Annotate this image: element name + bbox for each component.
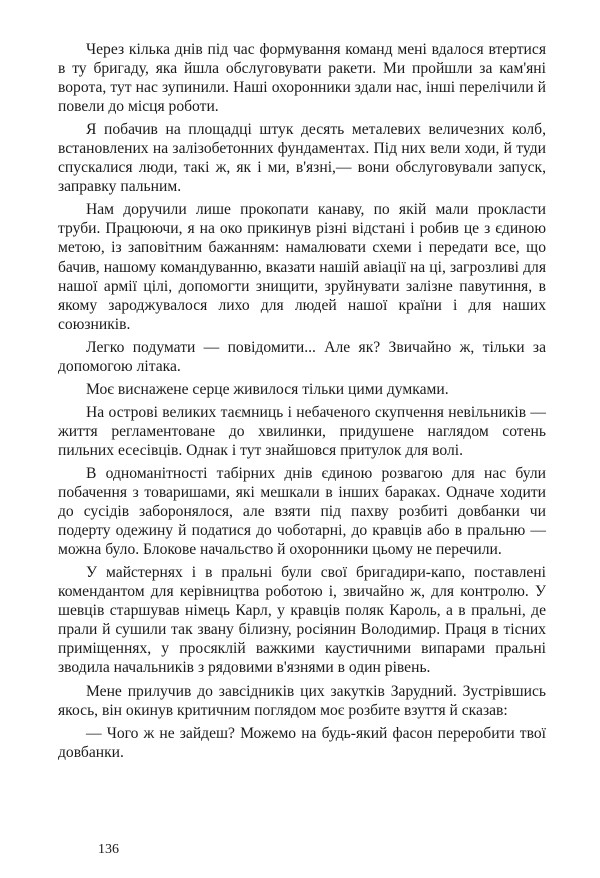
paragraph-2: Я побачив на площадці штук десять металевих величезних колб, встановлених на залізобетонних фундаментах. Під них вели ходи, й туди спускалися люди, такі ж, як і ми, в'язні,— вони обслуговували запуск, заправку пальним. — [58, 121, 546, 196]
paragraph-1: Через кілька днів під час формування команд мені вдалося втертися в ту бригаду, яка йшла обслуговувати ракети. Ми пройшли за кам'яні ворота, тут нас зупинили. Наші охоронники здали нас, інші перелічили й повели до місця роботи. — [58, 41, 546, 116]
paragraph-4: Легко подумати — повідомити... Але як? Звичайно ж, тільки за допомогою літака. — [58, 338, 546, 375]
paragraph-9: Мене прилучив до завсідників цих закутків Зарудний. Зустрівшись якось, він окинув критичним поглядом моє розбите взуття й сказав: — [58, 682, 546, 719]
paragraph-3: Нам доручили лише прокопати канаву, по якій мали прокласти труби. Працюючи, я на око прикинув різні відстані і робив це з єдиною метою, із заповітним бажанням: намалювати схеми і передати все, що бачив, нашому командуванню, вказати нашій авіації на ці, загрозливі для нашої армії цілі, допомогти знищити, зруйнувати залізне павутиння, в якому зароджувалося лихо для людей нашої країни і для наших союзників. — [58, 201, 546, 333]
paragraph-5: Моє виснажене серце живилося тільки цими думками. — [86, 380, 449, 398]
page-number: 136 — [98, 842, 119, 857]
paragraph-10: — Чого ж не зайдеш? Можемо на будь-який фасон переробити твої довбанки. — [58, 724, 546, 761]
paragraph-8: У майстернях і в пральні були свої бригадири-капо, поставлені комендантом для керівництва роботою і, звичайно ж, для контролю. У шевців старшував німець Карл, у кравців поляк Кароль, а в пральні, де прали й сушили так звану білизну, росіянин Володимир. Праця в тісних приміщеннях, у просяклій важкими каустичними випарами пральні зводила начальників з рядовими в'язнями в один рівень. — [58, 564, 546, 677]
paragraph-7: В одноманітності табірних днів єдиною розвагою для нас були побачення з товаришами, які мешкали в інших бараках. Одначе ходити до сусідів заборонялося, але взяти під пахву розбиті довбанки чи подерту одежину й податися до чоботарні, до кравців або в пральню — можна було. Блокове начальство й охоронники цьому не перечили. — [58, 464, 546, 559]
paragraph-6: На острові великих таємниць і небаченого скупчення невільників — життя регламентоване до хвилинки, придушене наглядом сотень пильних есесівців. Однак і тут знайшовся притулок для волі. — [58, 403, 546, 459]
page-text — [58, 40, 546, 766]
